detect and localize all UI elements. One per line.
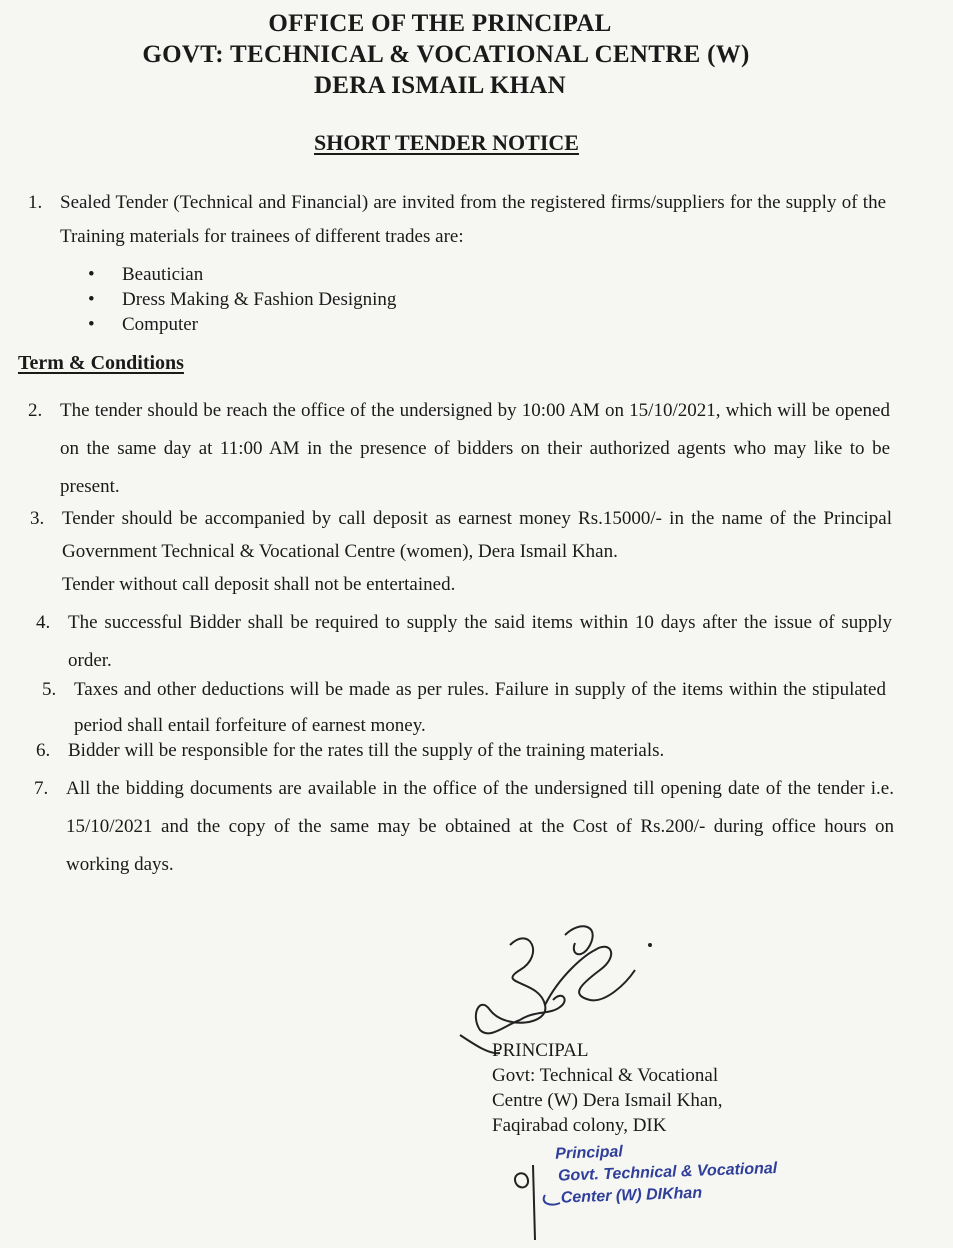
- signatory-title: PRINCIPAL: [492, 1040, 589, 1061]
- letterhead: [0, 8, 880, 101]
- item-text: The successful Bidder shall be required to supply the said items within 10 days after the issue of supply order.: [68, 612, 892, 671]
- stamp-line: Center (W) DIKhan: [560, 1184, 703, 1207]
- signatory-line: Govt: Technical & Vocational: [492, 1065, 719, 1086]
- item-text-continued: Tender without call deposit shall not be entertained.: [62, 574, 456, 595]
- item-number: 5.: [42, 679, 57, 700]
- list-item: • Computer: [88, 312, 396, 337]
- item-2: [28, 392, 890, 506]
- letterhead-line-city: DERA ISMAIL KHAN: [313, 72, 567, 99]
- item-text: Sealed Tender (Technical and Financial) are invited from the registered firms/suppliers for the supply of the Training materials for trainees of different trades are:: [60, 192, 886, 247]
- stamp-line: Principal: [554, 1143, 624, 1163]
- item-7: [34, 770, 894, 884]
- notice-title: SHORT TENDER NOTICE: [314, 130, 579, 155]
- list-item: • Dress Making & Fashion Designing: [88, 287, 396, 312]
- item-text: Tender should be accompanied by call deposit as earnest money Rs.15000/- in the name of the Principal Government Technical & Vocational Centre (women), Dera Ismail Khan.: [62, 508, 892, 562]
- signatory-line: Centre (W) Dera Ismail Khan,: [492, 1090, 723, 1111]
- stamp-line: Govt. Technical & Vocational: [557, 1160, 778, 1185]
- item-number: 6.: [36, 740, 51, 761]
- item-text: All the bidding documents are available in the office of the undersigned till opening date of the tender i.e. 15/10/2021 and the copy of the same may be obtained at the Cost of Rs.200/- during office hours on working days.: [66, 778, 894, 875]
- item-6: [36, 734, 888, 768]
- item-number: 4.: [36, 612, 51, 633]
- terms-heading: Term & Conditions: [18, 352, 184, 374]
- item-1: [28, 186, 886, 254]
- item-number: 7.: [34, 778, 49, 799]
- signatory-block: [492, 1038, 723, 1138]
- signatory-line: Faqirabad colony, DIK: [492, 1115, 667, 1136]
- item-number: 1.: [28, 192, 43, 213]
- item-number: 2.: [28, 400, 43, 421]
- item-4: [36, 604, 892, 680]
- trades-list: [88, 262, 396, 337]
- initials-mark: [505, 1155, 565, 1245]
- item-number: 3.: [30, 508, 45, 529]
- item-text: Taxes and other deductions will be made as per rules. Failure in supply of the items within the stipulated period shall entail forfeiture of earnest money.: [74, 679, 886, 736]
- item-3: [30, 502, 892, 601]
- official-stamp: [547, 1136, 778, 1210]
- letterhead-line-office: OFFICE OF THE PRINCIPAL: [268, 10, 612, 37]
- list-item: • Beautician: [88, 262, 396, 287]
- item-text: The tender should be reach the office of the undersigned by 10:00 AM on 15/10/2021, which will be opened on the same day at 11:00 AM in the presence of bidders on their authorized agents who may like to be present.: [60, 400, 890, 497]
- item-text: Bidder will be responsible for the rates till the supply of the training materials.: [68, 740, 665, 761]
- letterhead-line-institution: GOVT: TECHNICAL & VOCATIONAL CENTRE (W): [142, 41, 750, 68]
